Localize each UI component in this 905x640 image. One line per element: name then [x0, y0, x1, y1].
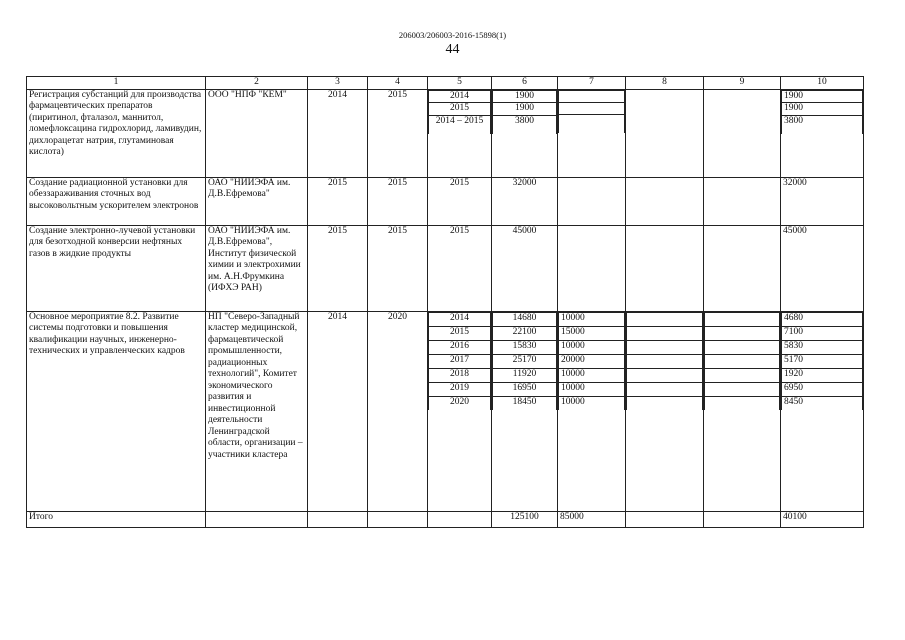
table-row	[27, 89, 864, 177]
executor: ОАО "НИИЭФА им. Д.В.Ефремова", Институт физической химии и электрохимии им. А.Н.Фрумкина (ИФХЭ РАН)	[206, 225, 308, 311]
table-row	[27, 225, 864, 311]
value	[558, 225, 626, 311]
col6-cell	[492, 311, 558, 511]
col10-cell	[781, 89, 864, 177]
year: 2015	[428, 177, 492, 225]
activity-name: Создание радиационной установки для обеззараживания сточных вод высоковольтным ускорителем электронов	[27, 177, 206, 225]
value: 7100	[782, 326, 863, 340]
value	[559, 90, 625, 102]
value: 1900	[493, 90, 557, 103]
value: 16950	[493, 382, 557, 396]
year: 2017	[429, 354, 491, 368]
value: 45000	[492, 225, 558, 311]
value: 3800	[782, 115, 863, 134]
col8-cell	[626, 225, 704, 311]
value: 15000	[559, 326, 625, 340]
value: 10000	[559, 340, 625, 354]
start-year: 2015	[308, 225, 368, 311]
year: 2015	[429, 103, 491, 116]
value: 14680	[493, 312, 557, 326]
start-year: 2014	[308, 311, 368, 511]
year: 2016	[429, 340, 491, 354]
col9-cell	[704, 89, 781, 177]
value: 45000	[781, 225, 864, 311]
value: 1900	[782, 90, 863, 103]
year: 2015	[429, 326, 491, 340]
value: 10000	[559, 312, 625, 326]
total-row	[27, 511, 864, 527]
value: 3800	[493, 115, 557, 134]
value: 1920	[782, 368, 863, 382]
executor: ОАО "НИИЭФА им. Д.В.Ефремова"	[206, 177, 308, 225]
value: 8450	[782, 396, 863, 410]
column-header: 3	[308, 77, 368, 90]
year: 2014	[429, 312, 491, 326]
end-year: 2020	[368, 311, 428, 511]
column-header: 6	[492, 77, 558, 90]
value: 20000	[559, 354, 625, 368]
column-header: 1	[27, 77, 206, 90]
total-value: 125100	[492, 511, 558, 527]
year: 2019	[429, 382, 491, 396]
program-table	[26, 76, 864, 528]
page-number: 44	[445, 42, 460, 57]
col8-cell	[626, 311, 704, 511]
total-value: 85000	[558, 511, 626, 527]
activity-name: Создание электронно-лучевой установки для безотходной конверсии нефтяных газов в жидкие продукты	[27, 225, 206, 311]
value: 32000	[492, 177, 558, 225]
end-year: 2015	[368, 89, 428, 177]
col8-cell	[626, 89, 704, 177]
value: 25170	[493, 354, 557, 368]
total-value: 40100	[781, 511, 864, 527]
table-row	[27, 177, 864, 225]
col6-cell	[492, 89, 558, 177]
year-cell	[428, 311, 492, 511]
year: 2014	[429, 90, 491, 103]
year: 2018	[429, 368, 491, 382]
executor: ООО "НПФ "КЕМ"	[206, 89, 308, 177]
value	[559, 114, 625, 133]
total-label: Итого	[27, 511, 206, 527]
column-header: 4	[368, 77, 428, 90]
year-cell	[428, 89, 492, 177]
value: 32000	[781, 177, 864, 225]
value: 22100	[493, 326, 557, 340]
value: 1900	[493, 103, 557, 116]
value: 5830	[782, 340, 863, 354]
col8-cell	[626, 177, 704, 225]
value: 15830	[493, 340, 557, 354]
value: 1900	[782, 103, 863, 116]
col9-cell	[704, 311, 781, 511]
activity-name: Основное мероприятие 8.2. Развитие системы подготовки и повышения квалификации научных, инженерно-технических и управленческих кадров	[27, 311, 206, 511]
activity-name: Регистрация субстанций для производства фармацевтических препаратов (пиритинол, фталазол, маннитол, ломефлоксацина гидрохлорид, ламивудин, дихлорацетат натрия, глутаминовая кислота)	[27, 89, 206, 177]
col7-cell	[558, 89, 626, 177]
column-numbers-row	[27, 77, 864, 90]
column-header: 7	[558, 77, 626, 90]
value: 10000	[559, 396, 625, 410]
value: 5170	[782, 354, 863, 368]
column-header: 9	[704, 77, 781, 90]
col7-cell	[558, 311, 626, 511]
column-header: 2	[206, 77, 308, 90]
value: 11920	[493, 368, 557, 382]
value: 6950	[782, 382, 863, 396]
value	[558, 177, 626, 225]
year: 2015	[428, 225, 492, 311]
document-number: 206003/206003-2016-15898(1)	[398, 30, 507, 40]
table-row	[27, 311, 864, 511]
value	[559, 102, 625, 114]
end-year: 2015	[368, 225, 428, 311]
year: 2020	[429, 396, 491, 410]
col10-cell	[781, 311, 864, 511]
column-header: 10	[781, 77, 864, 90]
col9-cell	[704, 177, 781, 225]
column-header: 8	[626, 77, 704, 90]
value: 18450	[493, 396, 557, 410]
executor: НП "Северо-Западный кластер медицинской, фармацевтической промышленности, радиационных технологий", Комитет экономического развития и инвестиционной деятельности Ленинградской области, организации – участники кластера	[206, 311, 308, 511]
column-header: 5	[428, 77, 492, 90]
start-year: 2015	[308, 177, 368, 225]
value: 10000	[559, 368, 625, 382]
year: 2014 – 2015	[429, 115, 491, 134]
end-year: 2015	[368, 177, 428, 225]
col9-cell	[704, 225, 781, 311]
value: 4680	[782, 312, 863, 326]
value: 10000	[559, 382, 625, 396]
start-year: 2014	[308, 89, 368, 177]
